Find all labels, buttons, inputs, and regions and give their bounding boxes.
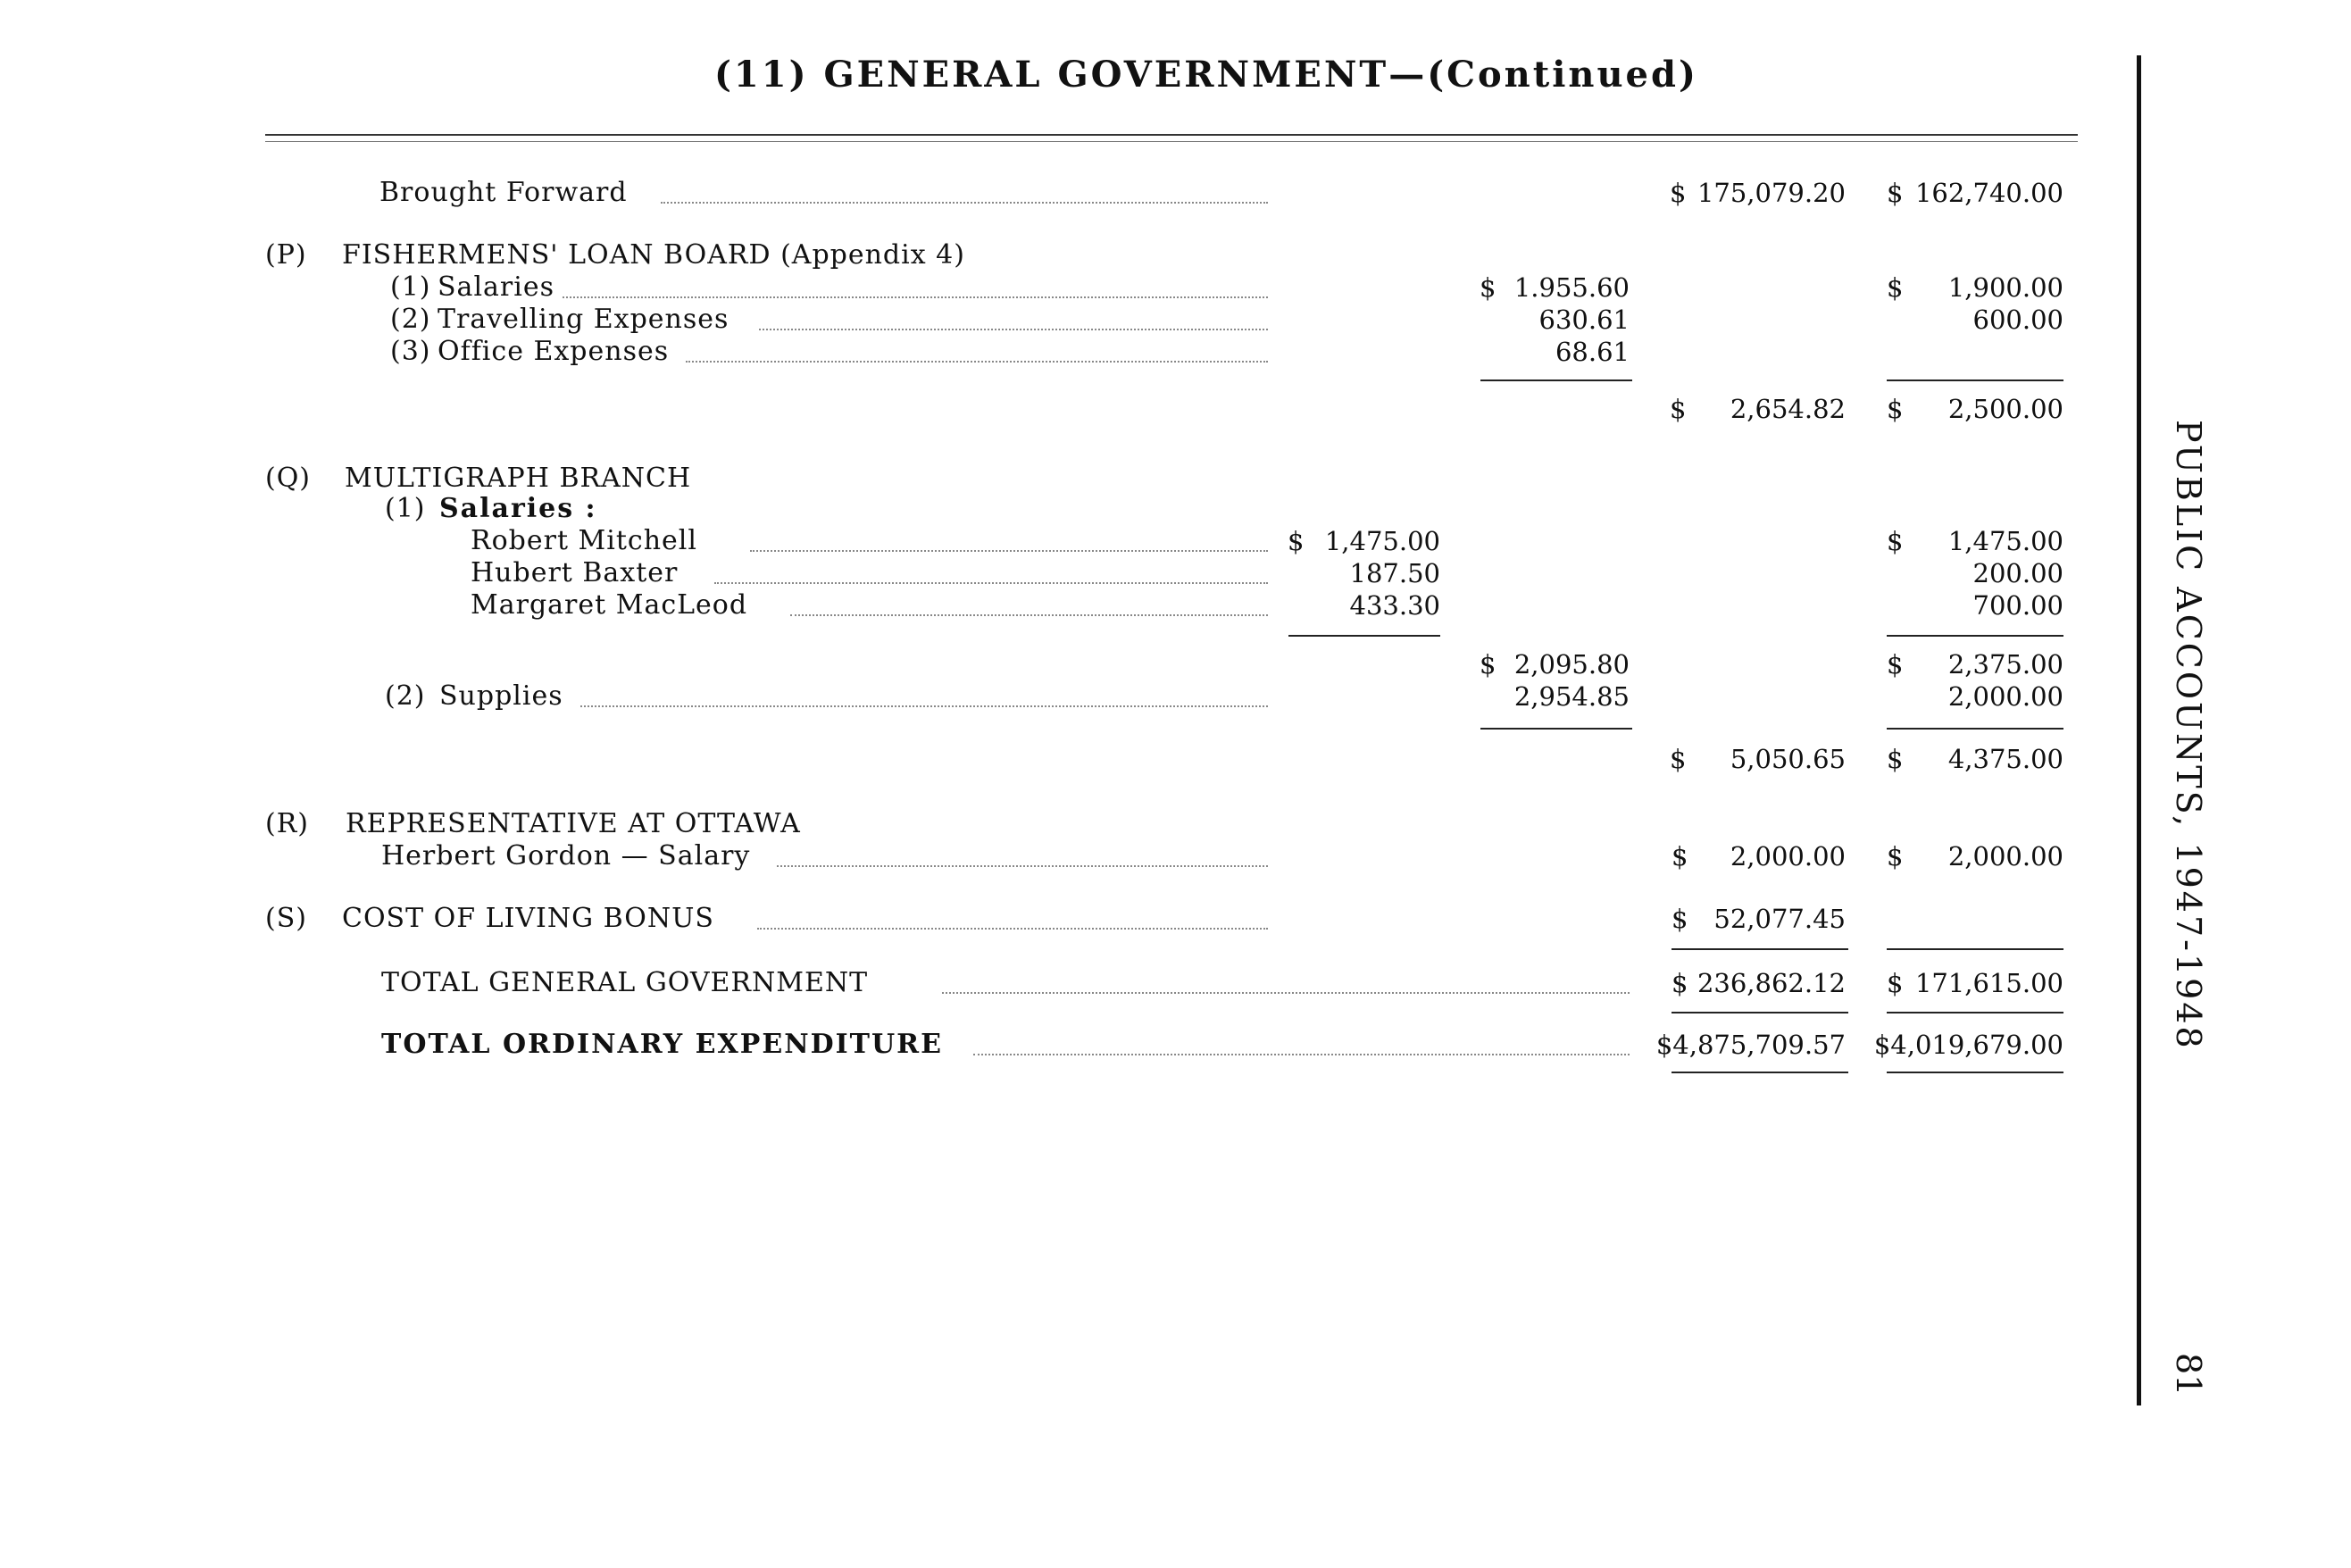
subtotal-rule [1672,948,1848,950]
total-ordinary-col4: $4,019,679.00 [1873,1030,2063,1060]
fishermens-title: FISHERMENS' LOAN BOARD (Appendix 4) [342,239,965,271]
fishermens-item-col2: 1.955.60 [1513,272,1630,303]
fishermens-total-col4: 2,500.00 [1947,394,2063,424]
section-letter-r: (R) [265,808,309,839]
multigraph-total-col3: 5,050.65 [1730,744,1846,774]
fishermens-item-num: (3) [390,336,431,367]
total-general-label: TOTAL GENERAL GOVERNMENT [381,967,869,998]
currency-symbol: $ [1887,526,1904,556]
header-rule [265,134,2078,136]
leader-dots [973,1054,1630,1055]
leader-dots [686,361,1268,363]
representative-title: REPRESENTATIVE AT OTTAWA [346,808,801,839]
fishermens-item-col2: 68.61 [1555,337,1630,367]
subtotal-rule [1887,948,2063,950]
multigraph-supplies-col4: 2,000.00 [1947,681,2063,712]
side-vertical-rule [2137,55,2141,1405]
total-rule [1672,1072,1848,1073]
representative-line: Herbert Gordon — Salary [381,840,751,872]
multigraph-person-col4: 1,475.00 [1947,526,2063,556]
subtotal-rule [1887,635,2063,637]
currency-symbol: $ [1887,394,1904,424]
currency-symbol: $ [1672,841,1688,872]
currency-symbol: $ [1887,744,1904,774]
total-ordinary-label: TOTAL ORDINARY EXPENDITURE [381,1029,943,1060]
subtotal-rule [1887,379,2063,381]
currency-symbol: $ [1288,526,1305,556]
multigraph-person-col1: 433.30 [1349,590,1440,621]
total-ordinary-col3: $4,875,709.57 [1655,1030,1846,1060]
fishermens-item-col4: 600.00 [1972,304,2063,335]
subtotal-rule [1887,728,2063,730]
total-general-col4: 171,615.00 [1914,968,2063,998]
multigraph-total-col4: 4,375.00 [1947,744,2063,774]
multigraph-supplies-col2: 2,954.85 [1513,681,1630,712]
multigraph-salaries-num: (1) [385,493,426,524]
cost-of-living-col3: 52,077.45 [1713,904,1846,934]
section-letter-p: (P) [265,239,307,271]
fishermens-item-col2: 630.61 [1538,304,1630,335]
leader-dots [714,582,1268,584]
brought-forward-col4: 162,740.00 [1914,178,2063,208]
subtotal-rule [1288,635,1440,637]
currency-symbol: $ [1480,649,1496,680]
currency-symbol: $ [1887,649,1904,680]
multigraph-person-col1: 1,475.00 [1324,526,1440,556]
subtotal-rule [1887,1012,2063,1013]
cost-of-living-title: COST OF LIVING BONUS [342,903,714,934]
multigraph-person-col4: 200.00 [1972,558,2063,588]
leader-dots [757,928,1268,930]
currency-symbol: $ [1670,744,1687,774]
currency-symbol: $ [1480,272,1496,303]
multigraph-supplies-num: (2) [385,680,426,712]
currency-symbol: $ [1887,968,1904,998]
leader-dots [777,865,1268,867]
currency-symbol: $ [1672,904,1688,934]
total-rule [1887,1072,2063,1073]
brought-forward-label: Brought Forward [379,177,628,208]
subtotal-rule [1480,728,1632,730]
section-letter-s: (S) [265,903,307,934]
multigraph-person-col1: 187.50 [1349,558,1440,588]
multigraph-person-name: Margaret MacLeod [471,589,748,621]
representative-col4: 2,000.00 [1947,841,2063,872]
fishermens-total-col3: 2,654.82 [1730,394,1846,424]
leader-dots [563,296,1268,298]
currency-symbol: $ [1670,178,1687,208]
multigraph-salaries-label: Salaries : [439,493,597,524]
multigraph-title: MULTIGRAPH BRANCH [345,463,692,494]
fishermens-item-label: Salaries [438,271,555,303]
leader-dots [942,992,1630,994]
currency-symbol: $ [1887,178,1904,208]
fishermens-item-num: (1) [390,271,431,303]
page-title: (11) GENERAL GOVERNMENT—(Continued) [714,54,1698,96]
multigraph-supplies-label: Supplies [439,680,563,712]
multigraph-person-col4: 700.00 [1972,590,2063,621]
currency-symbol: $ [1887,841,1904,872]
side-title: PUBLIC ACCOUNTS, 1947-1948 [2169,420,2208,1051]
fishermens-item-col4: 1,900.00 [1947,272,2063,303]
page-number: 81 [2169,1353,2208,1397]
currency-symbol: $ [1887,272,1904,303]
leader-dots [790,614,1268,616]
leader-dots [750,550,1268,552]
fishermens-item-label: Travelling Expenses [438,304,729,335]
subtotal-rule [1480,379,1632,381]
leader-dots [661,202,1268,204]
section-letter-q: (Q) [265,463,312,494]
multigraph-salaries-total-col2: 2,095.80 [1513,649,1630,680]
multigraph-person-name: Hubert Baxter [471,557,679,588]
leader-dots [580,705,1268,707]
header-rule-thin [265,141,2078,142]
fishermens-item-label: Office Expenses [438,336,670,367]
leader-dots [759,329,1268,330]
brought-forward-col3: 175,079.20 [1697,178,1846,208]
multigraph-person-name: Robert Mitchell [471,525,697,556]
currency-symbol: $ [1670,394,1687,424]
representative-col3: 2,000.00 [1730,841,1846,872]
total-general-col3: 236,862.12 [1697,968,1846,998]
currency-symbol: $ [1672,968,1688,998]
fishermens-item-num: (2) [390,304,431,335]
subtotal-rule [1672,1012,1848,1013]
multigraph-salaries-total-col4: 2,375.00 [1947,649,2063,680]
